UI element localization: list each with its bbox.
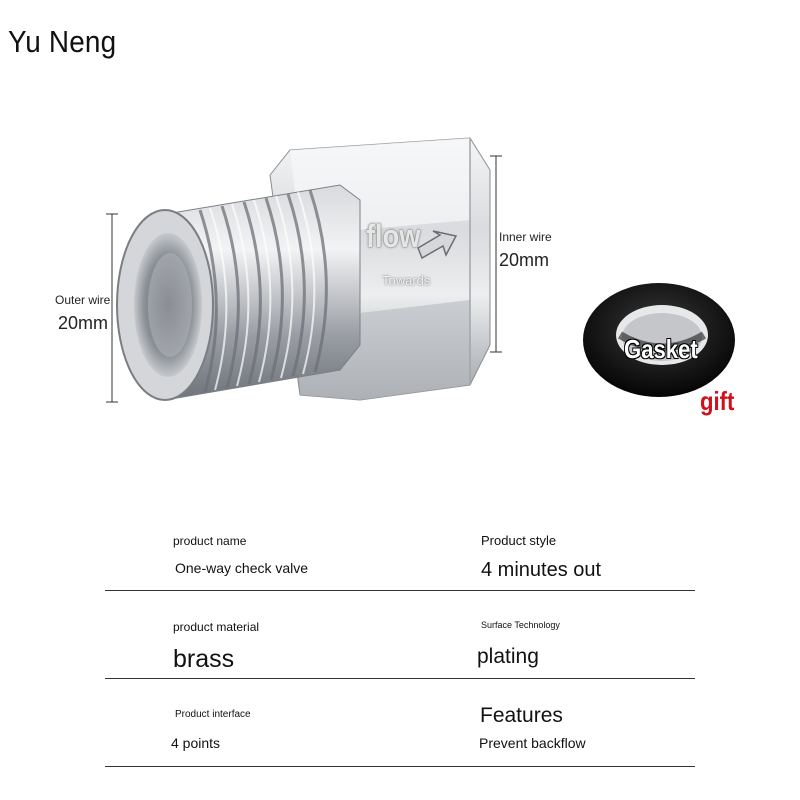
spec-value-features: Prevent backflow [479,735,586,751]
outer-wire-size: 20mm [58,313,109,333]
inner-wire-label: Inner wire [499,230,552,244]
gasket-label: Gasket [624,334,698,364]
spec-table [105,510,695,767]
spec-label-product-name: product name [173,534,247,548]
spec-value-product-style: 4 minutes out [481,559,602,581]
gift-label: gift [700,386,735,416]
spec-value-product-interface: 4 points [171,735,221,751]
inner-wire-size: 20mm [499,250,550,270]
spec-value-product-name: One-way check valve [175,560,309,576]
towards-label: Towards [382,273,431,288]
spec-label-features: Features [480,704,563,727]
spec-label-surface-technology: Surface Technology [481,620,560,630]
inlet-opening [117,210,213,400]
brand-name: Yu Neng [8,24,117,59]
spec-row [105,679,695,767]
spec-label-product-style: Product style [481,533,557,548]
spec-row [105,591,695,679]
spec-value-product-material: brass [173,645,235,673]
outer-wire-label: Outer wire [55,293,111,307]
spec-label-product-interface: Product interface [175,709,251,720]
spec-row [105,510,695,591]
flow-label: flow [366,218,421,254]
spec-value-surface-technology: plating [477,645,539,668]
spec-label-product-material: product material [173,620,260,634]
